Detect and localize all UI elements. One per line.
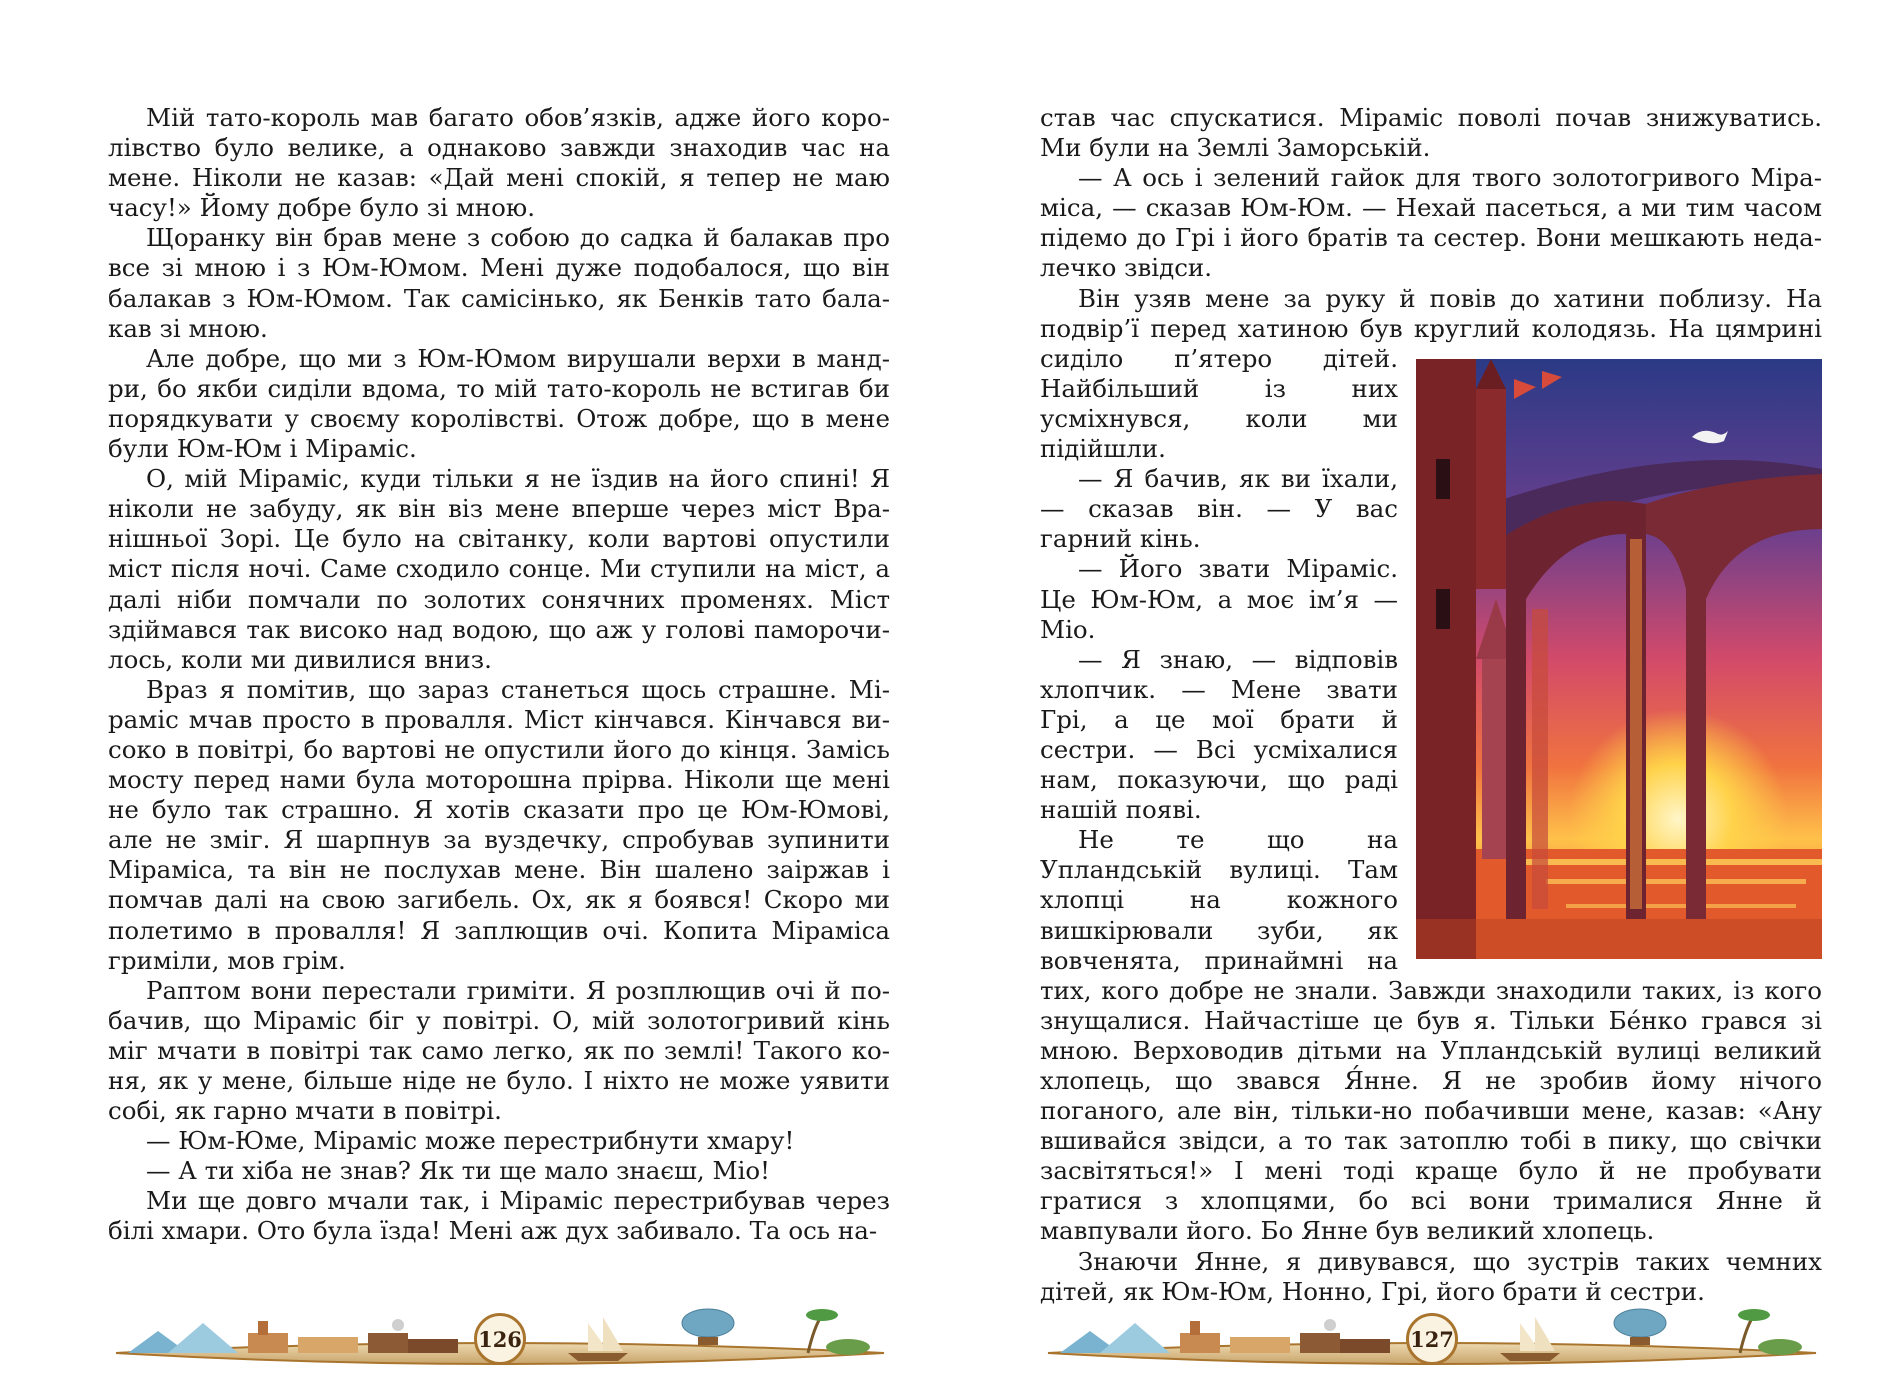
paragraph: — А ось і зелений гайок для твого золотогривого Міраміса, — сказав Юм-Юм. — Нехай пасеться, а ми тим часом підемо до Грі і його братів та сестер. Вони мешкають недалечко звідси. [1040, 163, 1822, 283]
paragraph: Враз я помітив, що зараз станеться щось страшне. Міраміс мчав просто в провалля. Міст кінчався. Кінчався високо в повітрі, бо вартові не опустили його до кінця. Замісь мосту перед нами була моторошна прірва. Ніколи ще мені не було так страшно. Я хотів сказати про це Юм-Юмові, але не зміг. Я шарпнув за вуздечку, спробував зупинити Міраміса, та він не послухав мене. Він шалено заіржав і помчав далі на свою загибель. Ох, як я боявся! Скоро ми полетимо в провалля! Я заплющив очі. Копита Міраміса гриміли, мов грім. [108, 674, 890, 975]
paragraph: Але добре, що ми з Юм-Юмом вирушали верхи в мандри, бо якби сиділи вдома, то мій тато-король не встигав би порядкувати у своєму королівстві. Отож добре, що в мене були Юм-Юм і Міраміс. [108, 343, 890, 464]
paragraph: — Я бачив, як ви їхали, — сказав він. — У вас гарний кінь. [1040, 464, 1398, 554]
footer-ornament [1040, 1293, 1824, 1383]
paragraph: — Я знаю, — відповів хлопчик. — Мене звати Грі, а це мої брати й сестри. — Всі усміхалися нам, показуючи, що раді нашій появі. [1040, 644, 1398, 825]
paragraph: Раптом вони перестали гриміти. Я розплющив очі й побачив, що Міраміс біг у повітрі. О, мій золотогривий кінь міг мчати в повітрі так само легко, як по землі! Такого коня, як у мене, більше ніде не було. І ніхто не може уявити собі, як гарно мчати в повітрі. [108, 975, 890, 1126]
paragraph: Знаючи Янне, я дивувався, що зустрів таких чемних дітей, як Юм-Юм, Нонно, Грі, його брати й сестри. [1040, 1246, 1822, 1306]
paragraph: Ми ще довго мчали так, і Міраміс перестрибував через білі хмари. Ото була їзда! Мені аж дух забивало. Та ось на- [108, 1186, 890, 1246]
castle-bridge-image [1416, 359, 1822, 959]
paragraph: О, мій Міраміс, куди тільки я не їздив на його спині! Я ніколи не забуду, як він віз мене вперше через міст Вранішньої Зорі. Це було на світанку, коли вартові опустили міст після ночі. Саме сходило сонце. Ми ступили на міст, а далі ніби помчали по золотих сонячних променях. Міст здіймався так високо над водою, що аж у голові паморочилось, коли ми дивилися вниз. [108, 464, 890, 674]
page-number: 126 [474, 1313, 526, 1365]
footer-ornament [108, 1293, 892, 1383]
right-page [952, 0, 1904, 1400]
paragraph: Мій тато-король мав багато обов’язків, адже його королівство було велике, а однаково завжди знаходив час на мене. Ніколи не казав: «Дай мені спокій, я тепер не маю часу!» Йому добре було зі мною. [108, 103, 890, 223]
paragraph: — Юм-Юме, Міраміс може перестрибнути хмару! [146, 1126, 795, 1156]
paragraph: Щоранку він брав мене з собою до садка й балакав про все зі мною і з Юм-Юмом. Мені дуже подобалося, що він балакав з Юм-Юмом. Так самісінько, як Бенків тато балакав зі мною. [108, 223, 890, 343]
right-page-text [1040, 103, 1822, 1307]
paragraph: став час спускатися. Міраміс поволі почав знижуватись. Ми були на Землі Заморській. [1040, 103, 1822, 163]
paragraph: Не те що на Упландській вулиці. Там хлопці на кожного вишкірювали зуби, як вовченята, принаймні на тих, кого добре не знали. Завжди знаходили таких, із кого знущалися. Найчастіше це був я. Тільки Бе́нко грався зі мною. Верховодив дітьми на Упландській вулиці великий хлопець, що звався Я́нне. Я не зробив йому нічого поганого, але він, тільки-но побачивши мене, казав: «Ану вшивайся звідси, а то так затоплю тобі в пику, що свічки засвітяться!» І мені тоді краще було й не пробувати гратися з хлопцями, бо всі вони трималися Янне й мавпували його. Бо Янне був великий хлопець. [1040, 825, 1822, 1246]
paragraph: — А ти хіба не знав? Як ти ще мало знаєш, Міо! [146, 1156, 771, 1186]
paragraph: — Його звати Міраміс. Це Юм-Юм, а моє ім’я — Міо. [1040, 554, 1398, 644]
bridge-sunset-illustration [1416, 359, 1822, 959]
left-page-text [108, 103, 890, 1247]
page-number: 127 [1406, 1313, 1458, 1365]
paragraph: Він узяв мене за руку й повів до хатини поблизу. На подвір’ї перед хатиною був круглий колодязь. На цямрині сиділо п’ятеро дітей. Найбільший із них усміхнувся, коли ми підійшли. [1040, 284, 1822, 465]
